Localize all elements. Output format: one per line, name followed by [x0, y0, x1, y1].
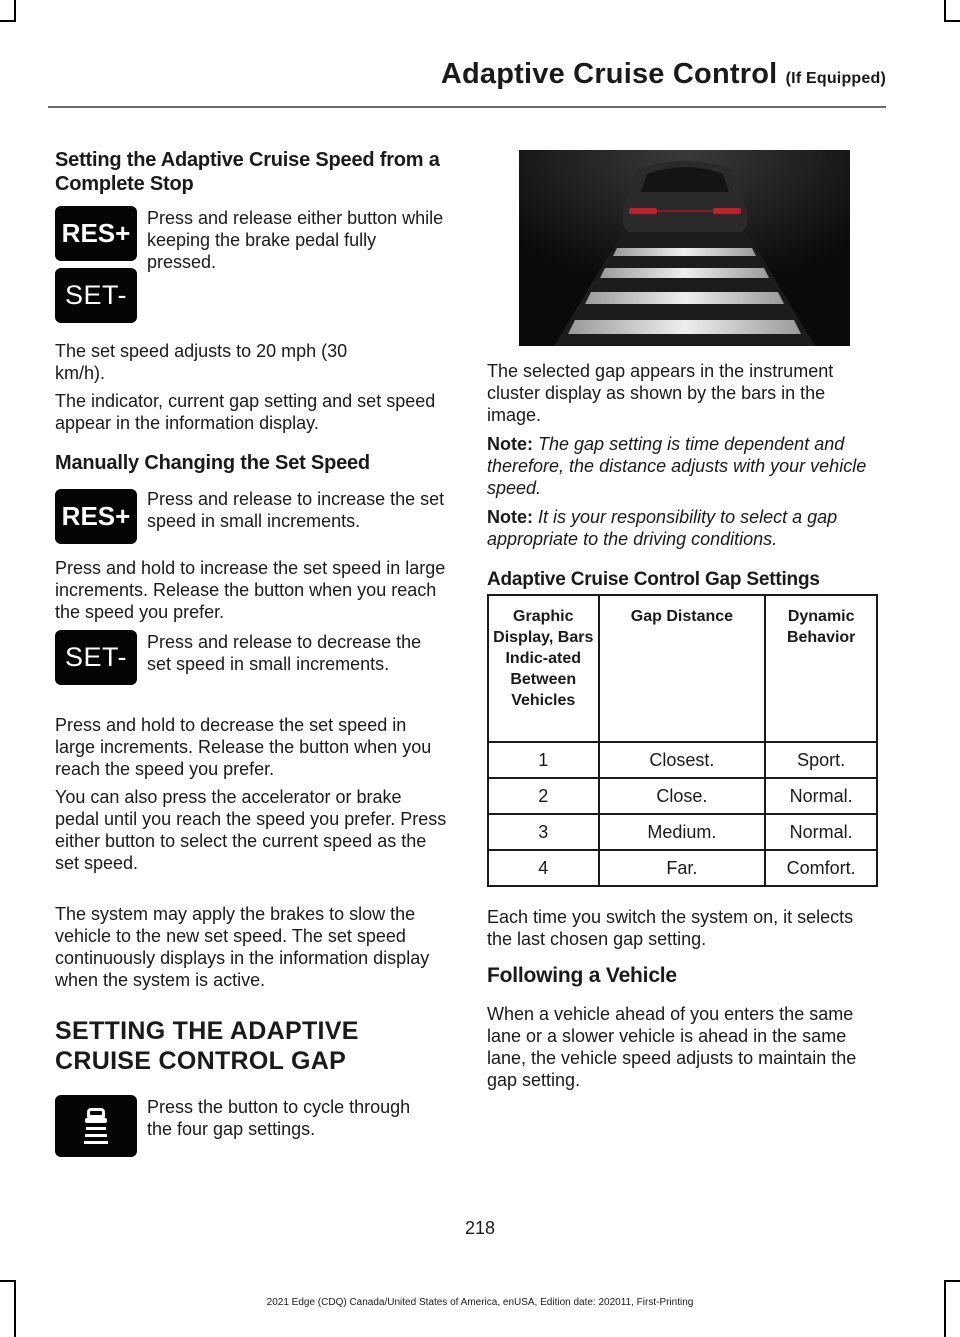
note-label: Note:: [487, 434, 533, 454]
res-plus-button-image: RES+: [55, 206, 137, 261]
table-cell: 4: [488, 850, 599, 886]
crop-mark: [14, 1280, 16, 1337]
para-cycle: Press the button to cycle through the four gap settings.: [147, 1097, 411, 1139]
table-row: [488, 850, 877, 886]
para-press-either: Press and release either button while keeping the brake pedal fully pressed.: [147, 208, 444, 272]
header-divider: [48, 106, 886, 108]
gap-distance-icon: [81, 1106, 111, 1146]
table-header-cell: Graphic Display, Bars Indic-ated Between Vehicles: [488, 595, 599, 742]
table-cell: 3: [488, 814, 599, 850]
section-heading-line1: SETTING THE ADAPTIVE: [55, 1017, 359, 1045]
table-cell: Medium.: [599, 814, 766, 850]
table-cell: Far.: [599, 850, 766, 886]
set-minus-button-image: SET-: [55, 268, 137, 323]
crop-mark: [14, 0, 16, 22]
table-cell: Normal.: [765, 814, 877, 850]
note-time-dependent: [487, 433, 882, 499]
para-decrease-large: Press and hold to decrease the set speed in large increments. Release the button when you reach the speed you prefer.: [55, 715, 432, 779]
para-decrease-small: Press and release to decrease the set speed in small increments.: [147, 632, 422, 674]
para-following: When a vehicle ahead of you enters the same lane or a slower vehicle is ahead in the same lane, the vehicle speed adjusts to maintain the gap setting.: [487, 1004, 857, 1090]
table-title: Adaptive Cruise Control Gap Settings: [487, 569, 820, 590]
para-gap-appears: The selected gap appears in the instrument cluster display as shown by the bars in the image.: [487, 361, 834, 425]
crop-mark: [944, 1280, 960, 1282]
table-cell: Close.: [599, 778, 766, 814]
table-cell: 2: [488, 778, 599, 814]
gap-settings-table: [487, 594, 878, 887]
crop-mark: [0, 1280, 16, 1282]
table-row: [488, 814, 877, 850]
table-row: [488, 742, 877, 778]
table-cell: Comfort.: [765, 850, 877, 886]
table-row: [488, 778, 877, 814]
heading-manual-speed: Manually Changing the Set Speed: [55, 452, 370, 474]
table-cell: Sport.: [765, 742, 877, 778]
table-cell: 1: [488, 742, 599, 778]
page-footer: 2021 Edge (CDQ) Canada/United States of America, enUSA, Edition date: 202011, First-Printing: [266, 1297, 694, 1308]
para-brakes: The system may apply the brakes to slow the vehicle to the new set speed. The set speed continuously displays in the information display when the system is active.: [55, 904, 430, 990]
page-number: 218: [464, 1218, 496, 1238]
crop-mark: [944, 0, 946, 22]
table-header-cell: Gap Distance: [599, 595, 766, 742]
res-plus-button-image: RES+: [55, 489, 137, 544]
note-text: The gap setting is time dependent and therefore, the distance adjusts with your vehicle speed.: [487, 434, 867, 498]
crop-mark: [944, 1280, 946, 1337]
note-responsibility: [487, 506, 882, 550]
para-switch-on: Each time you switch the system on, it selects the last chosen gap setting.: [487, 907, 854, 949]
para-accelerator: You can also press the accelerator or brake pedal until you reach the speed you prefer. Press either button to select the current speed as the set speed.: [55, 787, 447, 873]
para-set-speed: The set speed adjusts to 20 mph (30 km/h).: [55, 341, 348, 383]
set-minus-button-image: SET-: [55, 630, 137, 685]
para-increase-small: Press and release to increase the set speed in small increments.: [147, 489, 445, 531]
table-header-cell: Dynamic Behavior: [765, 595, 877, 742]
para-indicator: The indicator, current gap setting and set speed appear in the information display.: [55, 391, 436, 433]
section-heading-line2: CRUISE CONTROL GAP: [55, 1047, 347, 1075]
page-header: [0, 58, 886, 91]
note-label: Note:: [487, 507, 533, 527]
crop-mark: [944, 20, 960, 22]
para-increase-large: Press and hold to increase the set speed in large increments. Release the button when you reach the speed you prefer.: [55, 558, 446, 622]
heading-setting-from-stop: Setting the Adaptive Cruise Speed from a Complete Stop: [55, 149, 440, 195]
table-header-row: [488, 595, 877, 742]
crop-mark: [0, 20, 16, 22]
table-cell: Normal.: [765, 778, 877, 814]
note-text: It is your responsibility to select a gap appropriate to the driving conditions.: [487, 507, 838, 549]
gap-button-image: [55, 1095, 137, 1157]
section-heading-gap: [55, 1016, 450, 1076]
header-subtitle: (If Equipped): [785, 70, 886, 87]
heading-following-vehicle: Following a Vehicle: [487, 964, 677, 987]
table-cell: Closest.: [599, 742, 766, 778]
vehicle-rear-photo: [519, 150, 850, 346]
header-title: Adaptive Cruise Control: [440, 58, 778, 90]
